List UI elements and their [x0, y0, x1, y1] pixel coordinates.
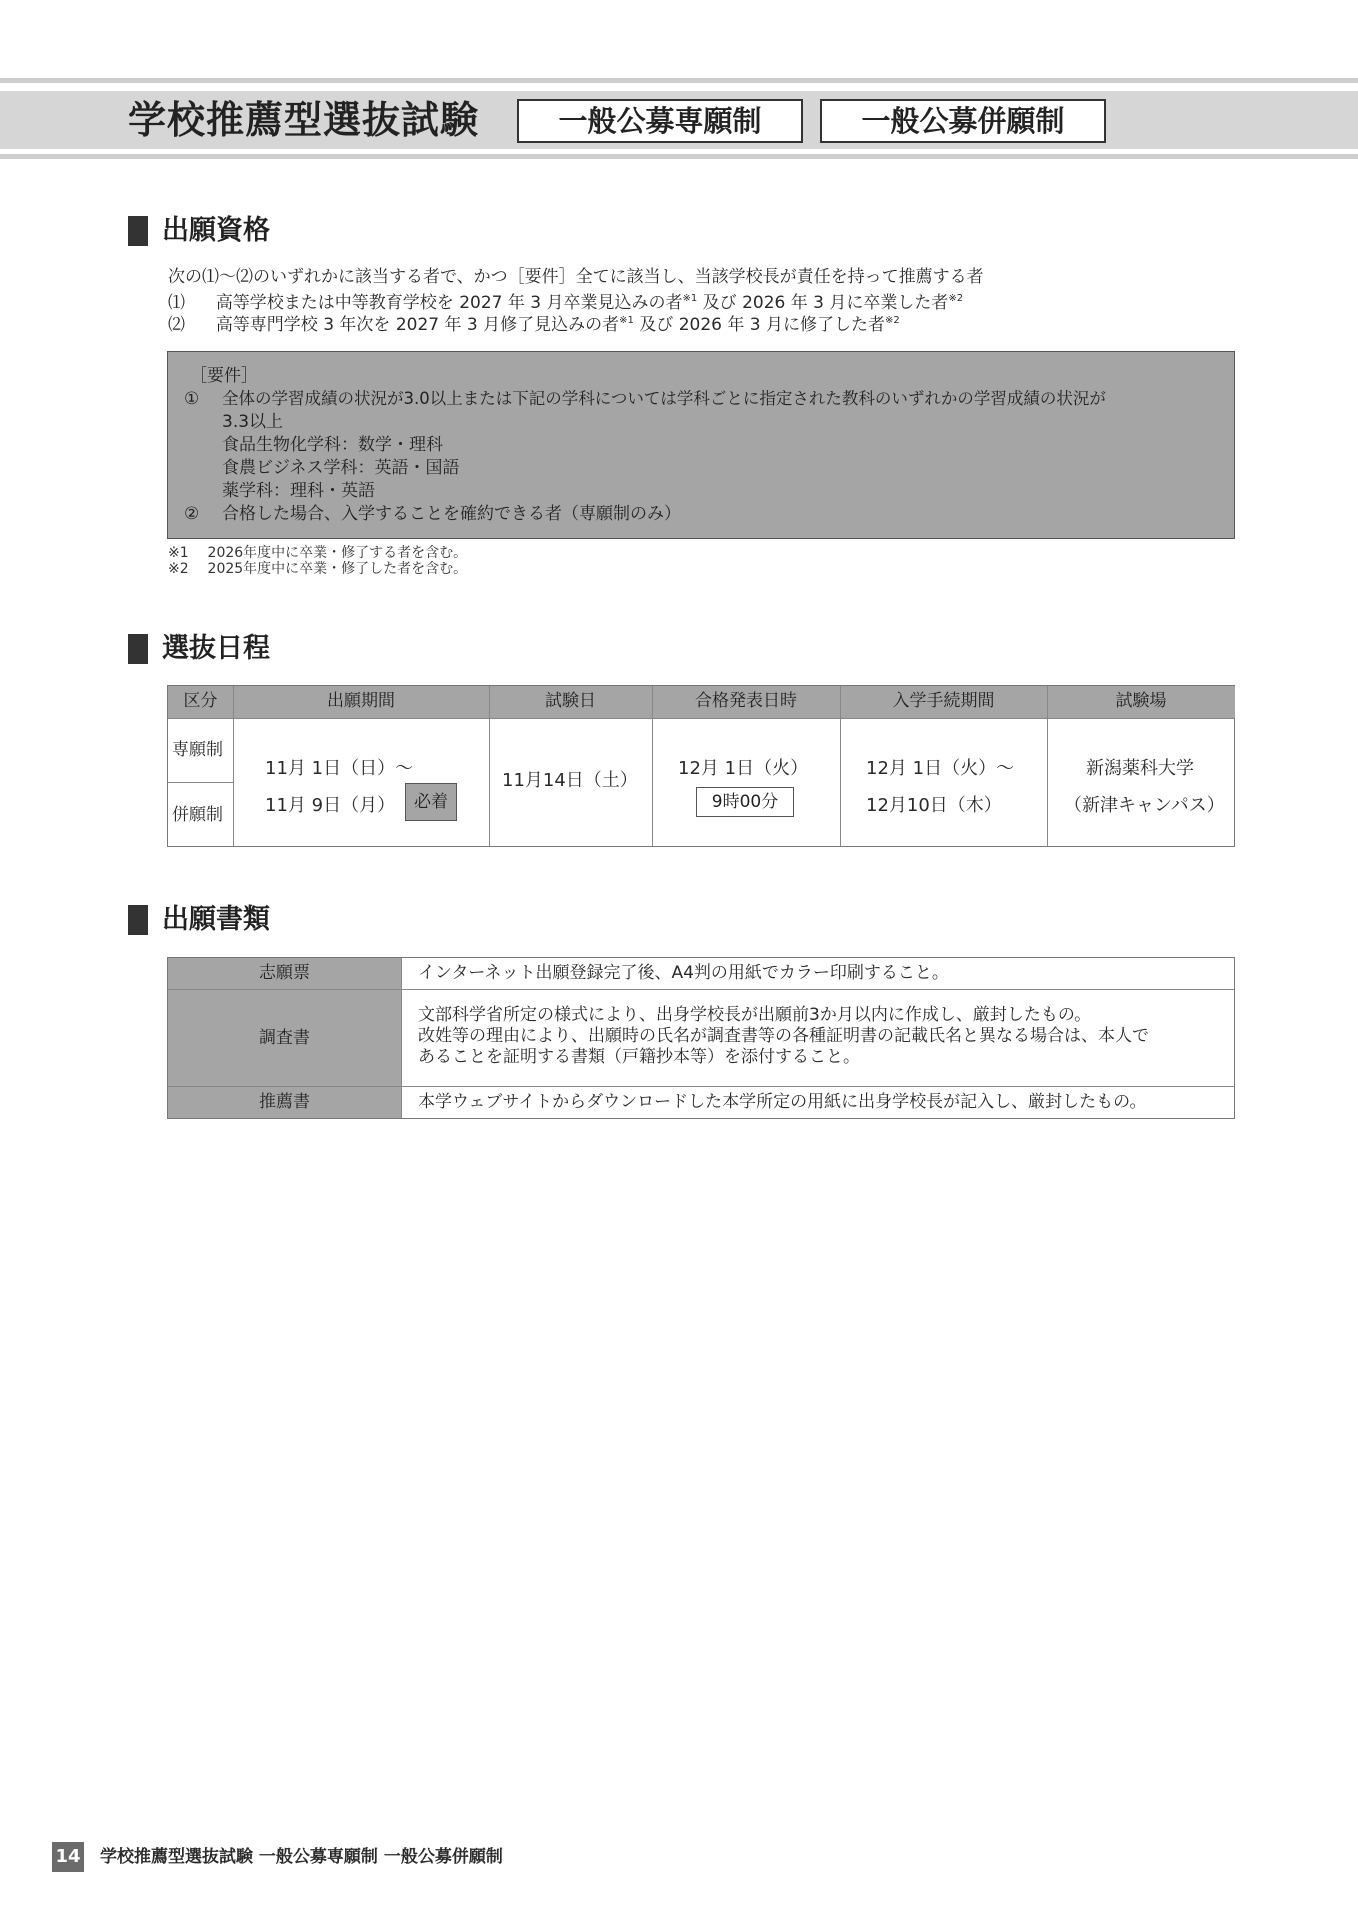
document-description: 本学ウェブサイトからダウンロードした本学所定の用紙に出身学校長が記入し、厳封したもの。 [418, 1092, 1147, 1112]
header-top-rule [0, 78, 1358, 83]
document-label-application-form: 志願票 [168, 958, 401, 989]
category-divider [168, 782, 233, 783]
footnote-mark: ※2 [168, 561, 189, 577]
tag-parallel-application: 一般公募併願制 [820, 99, 1106, 143]
table-header-category: 区分 [168, 686, 233, 718]
document-description: 文部科学省所定の様式により、出身学校長が出願前3か月以内に作成し、厳封したもの。 [418, 1005, 1092, 1025]
category-parallel: 併願制 [172, 805, 223, 825]
announcement-time: 9時00分 [696, 787, 794, 817]
eligibility-item [168, 310, 900, 336]
item-text: 及び 2026 年 3 月に修了した者 [633, 315, 885, 335]
application-start: 11月 1日（日）〜 [265, 758, 414, 779]
table-header-exam-date: 試験日 [489, 686, 652, 718]
document-description: インターネット出願登録完了後、A4判の用紙でカラー印刷すること。 [418, 963, 949, 983]
footnote-ref: ※2 [885, 315, 900, 326]
section-title: 選抜日程 [162, 633, 270, 664]
footnote-ref: ※1 [682, 293, 698, 304]
subject-item: 食農ビジネス学科：英語・国語 [222, 458, 460, 478]
application-period-cell [233, 719, 489, 846]
document-label-recommendation: 推薦書 [168, 1087, 401, 1118]
requirement-number: ① [184, 389, 200, 409]
document-description: 改姓等の理由により、出願時の氏名が調査書等の各種証明書の記載氏名と異なる場合は、本人で [418, 1026, 1149, 1046]
requirement-text: 全体の学習成績の状況が3.0以上または下記の学科については学科ごとに指定された教科のいずれかの学習成績の状況が [222, 389, 1106, 408]
table-header-announcement: 合格発表日時 [652, 686, 840, 718]
application-end: 11月 9日（月） [265, 795, 396, 816]
section-marker [128, 634, 148, 664]
footnote-ref: ※2 [948, 293, 964, 304]
column-divider [840, 686, 841, 846]
item-text: 高等専門学校 3 年次を 2027 年 3 月修了見込みの者 [215, 315, 620, 335]
enrollment-end: 12月10日（木） [866, 795, 1002, 816]
footnote-mark: ※1 [168, 545, 189, 561]
requirements-box [167, 351, 1235, 539]
requirements-label: ［要件］ [190, 366, 258, 386]
column-divider [1047, 686, 1048, 846]
header-bottom-rule [0, 154, 1358, 159]
announcement-date: 12月 1日（火） [678, 758, 809, 779]
footnote [168, 545, 467, 561]
table-header-application-period: 出願期間 [233, 686, 489, 718]
eligibility-intro: 次の⑴〜⑵のいずれかに該当する者で、かつ［要件］全てに該当し、当該学校長が責任を持って推薦する者 [168, 267, 984, 287]
item-text: 及び 2026 年 3 月に卒業した者 [697, 293, 949, 313]
item-text: 高等学校または中等教育学校を 2027 年 3 月卒業見込みの者 [215, 293, 683, 313]
announcement-cell [652, 719, 840, 846]
column-divider [401, 958, 402, 1118]
footnote-ref: ※1 [619, 315, 634, 326]
table-header-enrollment-period: 入学手続期間 [840, 686, 1047, 718]
page-title: 学校推薦型選抜試験 [128, 98, 480, 142]
category-single: 専願制 [172, 740, 223, 760]
footnote-text: 2025年度中に卒業・修了した者を含む。 [207, 561, 468, 577]
venue-name: 新潟薬科大学 [1086, 758, 1194, 779]
section-title: 出願書類 [162, 904, 270, 935]
requirement-number: ② [184, 504, 200, 524]
page-number: 14 [52, 1842, 84, 1872]
document-label-transcript: 調査書 [168, 990, 401, 1086]
table-header-venue: 試験場 [1047, 686, 1235, 718]
requirement-text: 3.3以上 [222, 412, 284, 432]
subject-item: 食品生物化学科：数学・理科 [222, 435, 443, 455]
item-number: ⑴ [168, 293, 185, 313]
document-description: あることを証明する書類（戸籍抄本等）を添付すること。 [418, 1047, 860, 1067]
footnote-text: 2026年度中に卒業・修了する者を含む。 [207, 545, 468, 561]
schedule-table [167, 685, 1235, 847]
must-arrive-badge: 必着 [405, 783, 457, 821]
item-number: ⑵ [168, 315, 185, 335]
tag-single-application: 一般公募専願制 [517, 99, 803, 143]
requirement-text: 合格した場合、入学することを確約できる者（専願制のみ） [222, 504, 681, 524]
footer-title: 学校推薦型選抜試験 一般公募専願制 一般公募併願制 [100, 1847, 503, 1867]
section-title: 出願資格 [162, 215, 270, 246]
documents-table [167, 957, 1235, 1119]
enrollment-start: 12月 1日（火）〜 [866, 758, 1015, 779]
venue-campus: （新津キャンパス） [1064, 795, 1225, 816]
section-marker [128, 216, 148, 246]
subject-item: 薬学科：理科・英語 [222, 481, 375, 501]
exam-date: 11月14日（土） [502, 770, 638, 791]
column-divider [489, 686, 490, 846]
footnote [168, 561, 467, 577]
section-marker [128, 905, 148, 935]
